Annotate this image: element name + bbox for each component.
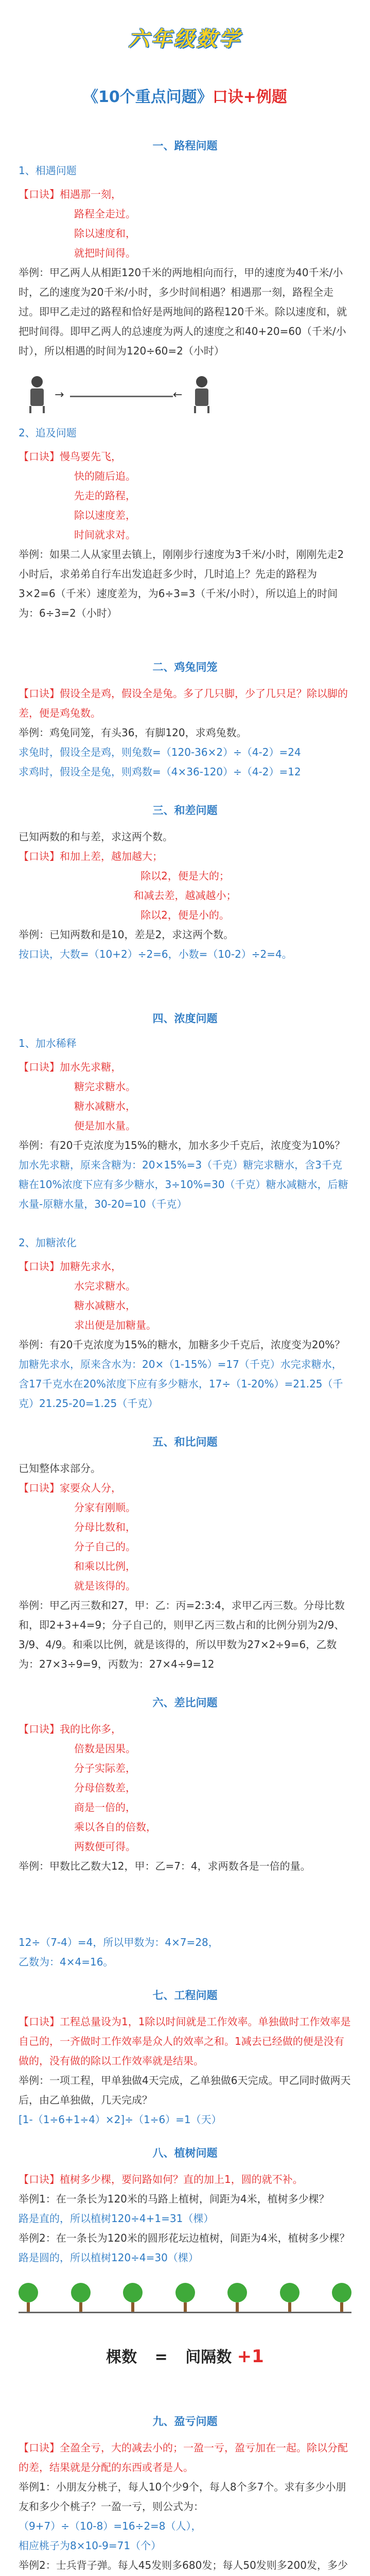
page-title <box>19 84 351 107</box>
tree-illustration <box>19 2283 351 2313</box>
page-title-tag: 口诀+例题 <box>212 88 287 106</box>
mnemonic-line: 加水先求糖， <box>60 1061 121 1073</box>
answer-text: 按口诀，大数=（10+2）÷2=6，小数=（10-2）÷2=4。 <box>19 948 292 960</box>
person-icon <box>188 376 215 415</box>
example-text: 举例2：士兵背子弹。每人45发则多680发；每人50发则多200发，多少 <box>19 2559 348 2571</box>
tree-icon <box>19 2283 38 2312</box>
example-text: 举例1：小朋友分桃子，每人10个少9个，每人8个多7个。求有多少小朋友和多少个桃子？一盈一亏，则公式为： <box>19 2481 346 2513</box>
question-text: 已知两数的和与差，求这两个数。 <box>19 831 173 843</box>
section-title: 一、路程问题 <box>152 140 218 152</box>
example-text: 举例：已知两数和是10，差是2，求这两个数。 <box>19 928 234 941</box>
mnemonic-label: 【口诀】 <box>19 1260 60 1273</box>
banner-title: 六年级数学 <box>128 27 242 51</box>
road-line <box>70 396 173 397</box>
section-title: 九、盈亏问题 <box>152 2415 218 2428</box>
answer-text: 求兔时，假设全是鸡，则兔数=（120-36×2）÷（4-2）=24 <box>19 746 301 758</box>
section-title: 四、浓度问题 <box>152 1012 218 1025</box>
answer-text: 求鸡时，假设全是兔，则鸡数=（4×36-120）÷（4-2）=12 <box>19 766 301 778</box>
section-title: 六、差比问题 <box>152 1697 218 1709</box>
subsection-title: 2、加糖浓化 <box>19 1236 77 1249</box>
mnemonic-line: 分母倍数差， <box>74 1782 136 1794</box>
answer-text: 加糖先求水，原来含水为：20×（1-15%）=17（千克）水完求糖水，含17千克水在20%浓度下应有多少糖水，17÷（1-20%）=21.25（千克）21.25-20=1.25（千克） <box>19 1358 343 1410</box>
formula-equals: = <box>154 2348 168 2366</box>
mnemonic-label: 【口诀】 <box>19 1482 60 1494</box>
example-text: 举例：甲数比乙数大12，甲：乙=7：4，求两数各是一倍的量。 <box>19 1860 311 1872</box>
subsection-title: 1、加水稀释 <box>19 1037 77 1049</box>
section-difference-ratio <box>19 1694 351 1972</box>
answer-text: 乙数为：4×4=16。 <box>19 1956 114 1968</box>
section-sum-ratio <box>19 1434 351 1674</box>
example-text: 举例1：在一条长为120米的马路上植树，间距为4米，植树多少棵？ <box>19 2193 329 2205</box>
mnemonic-line: 糖水减糖水， <box>74 1100 136 1112</box>
mnemonic <box>19 1719 351 1739</box>
mnemonic <box>19 184 351 204</box>
example-text: 举例：有20千克浓度为15%的糖水，加糖多少千克后，浓度变为20%？ <box>19 1338 345 1351</box>
mnemonic <box>19 684 351 723</box>
mnemonic-line: 先走的路程， <box>74 489 136 502</box>
mnemonic-line: 我的比你多， <box>60 1723 121 1735</box>
mnemonic-line: 分母比数和， <box>74 1521 136 1533</box>
mnemonic <box>19 846 351 866</box>
mnemonic-line: 和乘以比例， <box>74 1560 136 1572</box>
example-text: 举例：一项工程，甲单独做4天完成，乙单独做6天完成。甲乙同时做两天后，由乙单独做，几天完成？ <box>19 2074 351 2106</box>
ground-line <box>19 2312 351 2313</box>
mnemonic-line: 商是一倍的， <box>74 1801 136 1814</box>
mnemonic-line: 快的随后追。 <box>74 470 136 482</box>
mnemonic-line: 求出便是加糖量。 <box>74 1319 156 1331</box>
answer-text: 12÷（7-4）=4，所以甲数为：4×7=28， <box>19 1936 219 1948</box>
mnemonic-line: 糖完求糖水。 <box>74 1080 136 1093</box>
arrow-left-icon: ← <box>173 388 183 401</box>
tree-icon <box>280 2283 299 2312</box>
answer-text: 相应桃子为8×10-9=71（个） <box>19 2539 162 2552</box>
mnemonic-label: 【口诀】 <box>19 450 60 463</box>
mnemonic-line: 除以速度和， <box>74 227 136 240</box>
answer-text: 加水先求糖，原来含糖为：20×15%=3（千克）糖完求糖水，含3千克糖在10%浓度下应有多少糖水，3÷10%=30（千克）糖水减糖水，后糖水量-原糖水量，30-20=10（千克） <box>19 1159 348 1210</box>
tree-formula <box>19 2344 351 2367</box>
tree-row <box>19 2283 351 2312</box>
mnemonic <box>19 1057 351 1077</box>
answer-text: 路是圆的，所以植树120÷4=30（棵） <box>19 2251 199 2264</box>
mnemonic-line: 分子实际差， <box>74 1762 136 1774</box>
formula-plus-one: +1 <box>237 2346 264 2367</box>
mnemonic-line: 便是加水量。 <box>74 1120 136 1132</box>
example-text: 举例：甲乙丙三数和27，甲：乙：丙=2:3:4，求甲乙丙三数。分母比数和，即2+3+4=9；分子自己的，则甲乙丙三数占和的比例分别为2/9、3/9、4/9。和乘以比例，就是该得的，所以甲数为27×2÷9=6，乙数为：27×3÷9=9，丙数为：27×4÷9=12 <box>19 1599 345 1670</box>
section-title: 七、工程问题 <box>152 1989 218 2002</box>
mnemonic-line: 除以2，便是小的。 <box>140 909 230 921</box>
section-distance <box>19 138 351 623</box>
formula-trees: 棵数 <box>106 2348 137 2366</box>
example-text: 举例：有20千克浓度为15%的糖水，加水多少千克后，浓度变为10%？ <box>19 1139 345 1151</box>
mnemonic-label: 【口诀】 <box>19 687 60 700</box>
mnemonic-line: 和减去差，越减越小； <box>133 889 237 902</box>
mnemonic-line: 分子自己的。 <box>74 1540 136 1553</box>
tree-icon <box>123 2283 143 2312</box>
person-icon <box>24 376 50 415</box>
mnemonic-line: 相遇那一刻， <box>60 188 121 200</box>
section-title: 二、鸡兔同笼 <box>152 661 218 673</box>
mnemonic-line: 分家有刚顺。 <box>74 1501 136 1514</box>
mnemonic-line: 水完求糖水。 <box>74 1280 136 1292</box>
example-text: 举例：甲乙两人从相距120千米的两地相向而行，甲的速度为40千米/小时，乙的速度为20千米/小时，多少时间相遇？相遇那一刻，路程全走过。即甲乙走过的路程和恰好是两地间的路程120千米。除以速度和，就把时间得。即甲乙两人的总速度为两人的速度之和40+20=60（千米/小时），所以相遇的时间为120÷60=2（小时） <box>19 266 347 357</box>
tree-icon <box>332 2283 351 2312</box>
section-chicken-rabbit <box>19 659 351 782</box>
mnemonic-text: 【口诀】植树多少棵，要问路如何？直的加上1，圆的就不补。 <box>19 2173 303 2185</box>
formula-intervals: 间隔数 <box>185 2348 232 2366</box>
mnemonic-line: 路程全走过。 <box>74 208 136 220</box>
mnemonic <box>19 447 351 466</box>
mnemonic-line: 家要众人分， <box>60 1482 121 1494</box>
mnemonic-line: 和加上差，越加越大； <box>60 850 163 862</box>
meeting-illustration <box>19 373 351 419</box>
mnemonic-label: 【口诀】 <box>19 1723 60 1735</box>
arrow-right-icon: → <box>55 388 64 401</box>
subsection-title: 1、相遇问题 <box>19 164 77 177</box>
section-concentration <box>19 1010 351 1413</box>
example-text: 举例：如果二人从家里去镇上，刚刚步行速度为3千米/小时，刚刚先走2小时后，求弟弟自行车出发追赶多少时，几时追上？先走的路程为3×2=6（千米）速度差为，为6÷3=3（千米/小时），所以追上的时间为：6÷3=2（小时） <box>19 548 344 619</box>
page-title-main: 《10个重点问题》 <box>83 88 213 106</box>
mnemonic-label: 【口诀】 <box>19 188 60 200</box>
section-work <box>19 1987 351 2129</box>
section-tree-planting <box>19 2145 351 2367</box>
mnemonic-text: 【口诀】工程总量设为1，1除以时间就是工作效率。单独做时工作效率是自己的，一齐做时工作效率是众人的效率之和。1减去已经做的便是没有做的，没有做的除以工作效率就是结果。 <box>19 2015 351 2067</box>
example-text: 举例：鸡兔同笼，有头36，有脚120，求鸡兔数。 <box>19 726 247 739</box>
tree-icon <box>71 2283 91 2312</box>
mnemonic-line: 倍数是因果。 <box>74 1742 136 1755</box>
mnemonic-label: 【口诀】 <box>19 850 60 862</box>
question-text: 已知整体求部分。 <box>19 1462 101 1475</box>
section-title: 五、和比问题 <box>152 1436 218 1448</box>
section-title: 三、和差问题 <box>152 804 218 817</box>
banner <box>19 0 351 52</box>
mnemonic-line: 加糖先求水， <box>60 1260 121 1273</box>
mnemonic-text: 假设全是鸡，假设全是兔。多了几只脚，少了几只足？除以脚的差，便是鸡兔数。 <box>19 687 348 719</box>
mnemonic-line: 除以速度差， <box>74 509 136 521</box>
mnemonic-line: 就把时间得。 <box>74 247 136 259</box>
mnemonic-line: 糖水减糖水， <box>74 1299 136 1312</box>
mnemonic-label: 【口诀】 <box>19 1061 60 1073</box>
answer-text: 路是直的，所以植树120÷4+1=31（棵） <box>19 2212 214 2225</box>
mnemonic-line: 除以2，便是大的； <box>140 870 230 882</box>
mnemonic <box>19 1257 351 1276</box>
mnemonic-line: 慢鸟要先飞， <box>60 450 121 463</box>
mnemonic <box>19 1478 351 1498</box>
tree-icon <box>175 2283 195 2312</box>
mnemonic-line: 时间就求对。 <box>74 529 136 541</box>
mnemonic-line: 就是该得的。 <box>74 1580 136 1592</box>
mnemonic-line: 乘以各自的倍数， <box>74 1821 156 1833</box>
subsection-title: 2、追及问题 <box>19 427 77 439</box>
mnemonic-text: 【口诀】全盈全亏，大的减去小的；一盈一亏，盈亏加在一起。除以分配的差，结果就是分配的东西或者是人。 <box>19 2442 348 2473</box>
spacer <box>19 1876 351 1933</box>
tree-icon <box>227 2283 247 2312</box>
section-title: 八、植树问题 <box>152 2147 218 2159</box>
mnemonic-line: 两数便可得。 <box>74 1840 136 1853</box>
section-sum-difference <box>19 802 351 964</box>
answer-text: [1-（1÷6+1÷4）×2]÷（1÷6）=1（天） <box>19 2113 222 2126</box>
example-text: 举例2：在一条长为120米的圆形花坛边植树，间距为4米，植树多少棵？ <box>19 2232 350 2244</box>
section-surplus-deficit <box>19 2413 351 2576</box>
answer-text: （9+7）÷（10-8）=16÷2=8（人）， <box>19 2520 202 2532</box>
